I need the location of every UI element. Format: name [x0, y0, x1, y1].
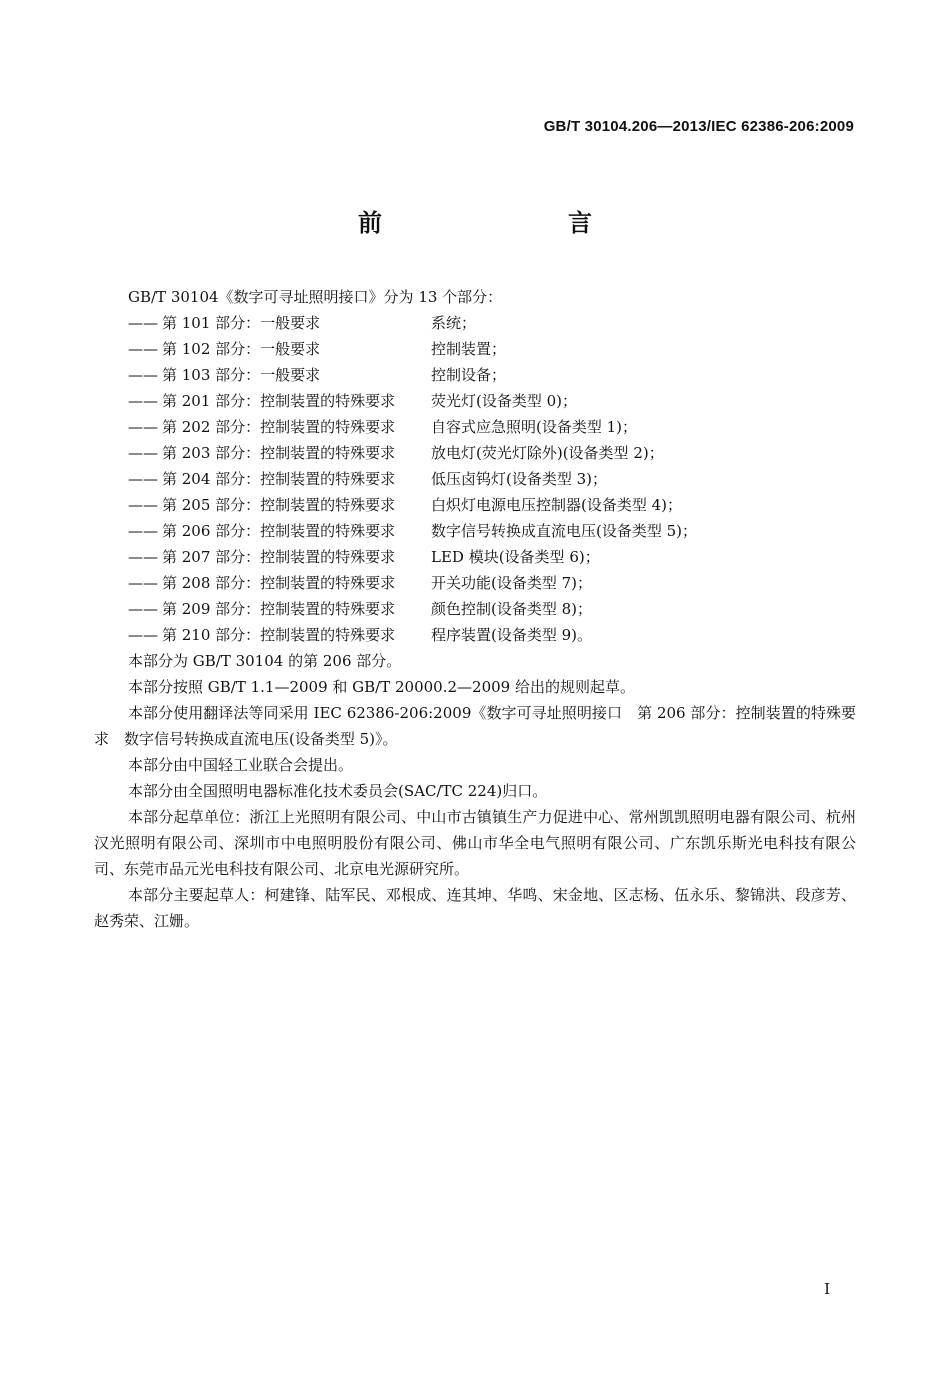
list-item-part: 第 207 部分：控制装置的特殊要求 [162, 548, 396, 566]
intro-line: GB/T 30104《数字可寻址照明接口》分为 13 个部分： [128, 288, 503, 306]
list-dash: —— [128, 600, 158, 618]
list-item-part: 第 201 部分：控制装置的特殊要求 [162, 392, 396, 410]
page-number: I [824, 1280, 830, 1298]
list-item-part: 第 202 部分：控制装置的特殊要求 [162, 418, 396, 436]
list-item [94, 336, 856, 362]
list-item-desc: 白炽灯电源电压控制器(设备类型 4)； [431, 496, 683, 514]
list-item-desc: 开关功能(设备类型 7)； [431, 574, 593, 592]
paragraph: 本部分按照 GB/T 1.1—2009 和 GB/T 20000.2—2009 给出的规则起草。 [128, 678, 635, 696]
parts-list [94, 310, 856, 648]
paragraphs [94, 648, 856, 934]
list-dash: —— [128, 470, 158, 488]
list-item-part: 第 203 部分：控制装置的特殊要求 [162, 444, 396, 462]
list-item-part: 第 102 部分：一般要求 [162, 340, 321, 358]
list-dash: —— [128, 496, 158, 514]
paragraph: 本部分使用翻译法等同采用 IEC 62386-206:2009《数字可寻址照明接口 第 206 部分：控制装置的特殊要求 数字信号转换成直流电压(设备类型 5)》。 [94, 704, 856, 748]
list-item-desc: 系统； [431, 314, 477, 332]
paragraph: 本部分起草单位：浙江上光照明有限公司、中山市古镇镇生产力促进中心、常州凯凯照明电器有限公司、杭州汉光照明有限公司、深圳市中电照明股份有限公司、佛山市华全电气照明有限公司、广东凯乐斯光电科技有限公司、东莞市品元光电科技有限公司、北京电光源研究所。 [94, 808, 856, 878]
list-item-desc: 荧光灯(设备类型 0)； [431, 392, 578, 410]
list-item-part: 第 205 部分：控制装置的特殊要求 [162, 496, 396, 514]
list-item [94, 388, 856, 414]
list-item [94, 518, 856, 544]
list-dash: —— [128, 340, 158, 358]
list-dash: —— [128, 548, 158, 566]
list-item-desc: 颜色控制(设备类型 8)； [431, 600, 593, 618]
list-item-part: 第 204 部分：控制装置的特殊要求 [162, 470, 396, 488]
list-item [94, 570, 856, 596]
list-item [94, 596, 856, 622]
list-item-part: 第 208 部分：控制装置的特殊要求 [162, 574, 396, 592]
list-item-desc: LED 模块(设备类型 6)； [431, 548, 600, 566]
list-item-desc: 控制装置； [431, 340, 507, 358]
list-dash: —— [128, 392, 158, 410]
list-dash: —— [128, 626, 158, 644]
document-body [94, 284, 856, 934]
list-item [94, 622, 856, 648]
paragraph: 本部分由中国轻工业联合会提出。 [128, 756, 354, 774]
list-item-part: 第 103 部分：一般要求 [162, 366, 321, 384]
list-item-desc: 放电灯(荧光灯除外)(设备类型 2)； [431, 444, 664, 462]
list-item [94, 492, 856, 518]
paragraph: 本部分由全国照明电器标准化技术委员会(SAC/TC 224)归口。 [128, 782, 548, 800]
list-item-desc: 控制设备； [431, 366, 507, 384]
paragraph: 本部分主要起草人：柯建锋、陆军民、邓根成、连其坤、华鸣、宋金地、区志杨、伍永乐、黎锦洪、段彦芳、赵秀荣、江姗。 [94, 886, 856, 930]
standard-code: GB/T 30104.206—2013/IEC 62386-206:2009 [543, 118, 854, 135]
list-dash: —— [128, 522, 158, 540]
list-item [94, 310, 856, 336]
list-item-desc: 程序装置(设备类型 9)。 [431, 626, 593, 644]
list-item-desc: 自容式应急照明(设备类型 1)； [431, 418, 638, 436]
list-item-part: 第 206 部分：控制装置的特殊要求 [162, 522, 396, 540]
list-dash: —— [128, 444, 158, 462]
list-item [94, 440, 856, 466]
list-item-part: 第 209 部分：控制装置的特殊要求 [162, 600, 396, 618]
list-dash: —— [128, 418, 158, 436]
list-item-desc: 数字信号转换成直流电压(设备类型 5)； [431, 522, 698, 540]
paragraph: 本部分为 GB/T 30104 的第 206 部分。 [128, 652, 402, 670]
list-item [94, 544, 856, 570]
list-dash: —— [128, 574, 158, 592]
list-item-desc: 低压卤钨灯(设备类型 3)； [431, 470, 608, 488]
list-item [94, 414, 856, 440]
list-dash: —— [128, 314, 158, 332]
list-item-part: 第 101 部分：一般要求 [162, 314, 321, 332]
list-dash: —— [128, 366, 158, 384]
list-item [94, 466, 856, 492]
page-title: 前 言 [358, 209, 638, 237]
list-item [94, 362, 856, 388]
list-item-part: 第 210 部分：控制装置的特殊要求 [162, 626, 396, 644]
